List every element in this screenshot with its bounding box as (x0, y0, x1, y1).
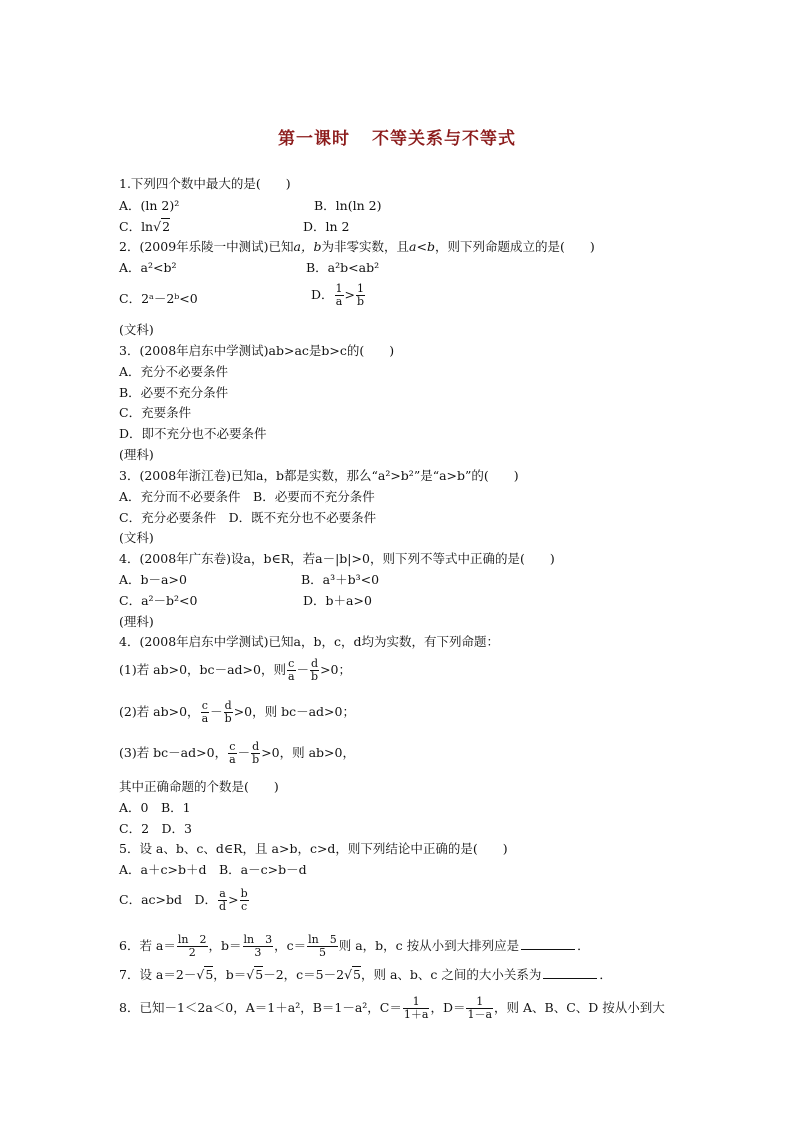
q4w-option-d: D．b＋a>0 (303, 593, 372, 608)
q4w-option-c: C．a²－b²<0 (119, 593, 198, 608)
q3w-option-b: B．必要不充分条件 (119, 385, 229, 400)
section-like-2: (理科) (119, 614, 154, 629)
section-like: (理科) (119, 447, 154, 462)
q4l-proposition-2: (2)若 ab>0， $\frac{c}{a}$ － $\frac{d}{b}$ >0，则 bc－ad>0； (119, 699, 355, 725)
q4w-option-b: B．a³＋b³<0 (301, 572, 380, 587)
q3w-stem: 3．(2008年启东中学测试)ab>ac是b>c的( ) (119, 343, 395, 358)
q2-option-c: C．2ᵃ－2ᵇ<0 (119, 291, 198, 306)
q3l-options-cd: C．充分必要条件 D．既不充分也不必要条件 (119, 510, 377, 525)
q5-options-ab: A．a＋c>b＋d B．a－c>b－d (119, 862, 307, 877)
q1-option-a: A．(ln 2)² (119, 198, 180, 213)
q4l-options-ab: A．0 B．1 (119, 800, 191, 815)
section-wenke-2: (文科) (119, 530, 154, 545)
q2-option-d: D． $\frac{1}{a}$ > $\frac{1}{b}$ (311, 282, 365, 308)
q6: 6．若 a＝ $\frac{\ln 2}{2}$ ，b＝ $\frac{\ln 3}{3}$ ，c＝ $\frac{\ln 5}{5}$ 则 a，b，c 按从小到大排列应是 ． (119, 933, 590, 959)
q1-stem: 1.下列四个数中最大的是( ) (119, 176, 291, 191)
q4w-stem: 4．(2008年广东卷)设a，b∈R，若a－|b|>0，则下列不等式中正确的是( ) (119, 551, 555, 566)
q8: 8．已知－1＜2a＜0，A＝1＋a²，B＝1－a²，C＝ $\frac{1}{1+a}$ ，D＝ $\frac{1}{1-a}$ ，则 A、B、C、D 按从小到大 (119, 995, 665, 1021)
q3l-stem: 3．(2008年浙江卷)已知a，b都是实数，那么“a²>b²”是“a>b”的( ) (119, 468, 519, 483)
q4l-stem: 4．(2008年启东中学测试)已知a，b，c，d均为实数，有下列命题： (119, 634, 499, 649)
q3w-option-a: A．充分不必要条件 (119, 364, 229, 379)
q1-option-b: B．ln(ln 2) (314, 198, 382, 213)
q2-option-a: A．a²<b² (119, 260, 177, 275)
q4l-options-cd: C．2 D．3 (119, 821, 192, 836)
q1-option-d: D．ln 2 (303, 219, 350, 234)
q4l-proposition-1: (1)若 ab>0，bc－ad>0，则 $\frac{c}{a}$ － $\frac{d}{b}$ >0； (119, 657, 352, 683)
q4l-proposition-3: (3)若 bc－ad>0， $\frac{c}{a}$ － $\frac{d}{b}$ >0，则 ab>0， (119, 740, 355, 766)
q3l-options-ab: A．充分而不必要条件 B．必要而不充分条件 (119, 489, 375, 504)
q4w-option-a: A．b－a>0 (119, 572, 187, 587)
q3w-option-c: C．充要条件 (119, 405, 192, 420)
q5-options-cd: C．ac>bd D． $\frac{a}{d}$ > $\frac{b}{c}$ (119, 887, 248, 913)
answer-blank[interactable] (543, 966, 597, 979)
q7: 7．设 a＝2－√5，b＝√5－2，c＝5－2√5，则 a、b、c 之间的大小关系为 ． (119, 967, 612, 982)
q5-stem: 5．设 a、b、c、d∈R，且 a>b，c>d，则下列结论中正确的是( ) (119, 841, 508, 856)
section-wenke: (文科) (119, 322, 154, 337)
q4l-tail: 其中正确命题的个数是( ) (119, 779, 279, 794)
answer-blank[interactable] (521, 937, 575, 950)
q2-option-b: B．a²b<ab² (306, 260, 380, 275)
q3w-option-d: D．即不充分也不必要条件 (119, 426, 267, 441)
q2-stem: 2．(2009年乐陵一中测试)已知a，b为非零实数，且a<b，则下列命题成立的是( ) (119, 239, 595, 254)
q1-option-c: C．ln√2 (119, 219, 171, 234)
page-title: 第一课时 不等关系与不等式 (278, 129, 516, 149)
